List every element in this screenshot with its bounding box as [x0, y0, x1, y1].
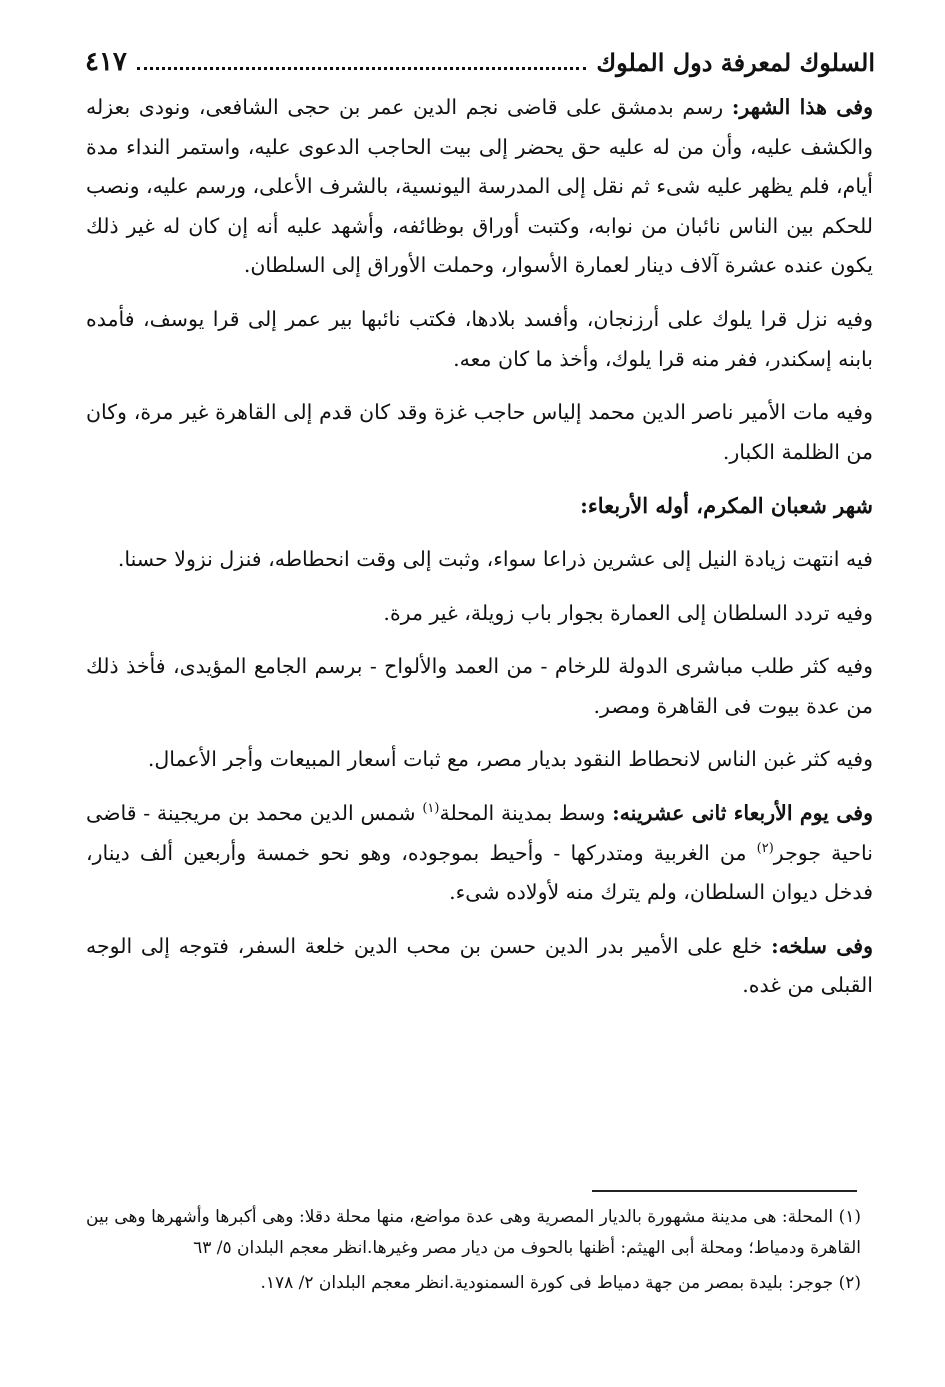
- paragraph-text: خلع على الأمير بدر الدين حسن بن محب الدين خلعة السفر، فتوجه إلى الوجه القبلى من غده.: [86, 933, 873, 998]
- paragraph-text: وسط بمدينة المحلة: [439, 800, 613, 825]
- paragraph-lead: وفى سلخه:: [771, 933, 873, 958]
- paragraph-wednesday: [86, 794, 873, 913]
- paragraph-text: وفيه تردد السلطان إلى العمارة بجوار باب زويلة، غير مرة.: [383, 600, 873, 625]
- header-dot-leader: [137, 67, 586, 70]
- paragraph-text: شمس الدين محمد بن مريجينة - قاضى ناحية جوجر: [86, 800, 873, 865]
- book-title: السلوك لمعرفة دول الملوك: [596, 47, 875, 77]
- footnote-separator: [592, 1190, 857, 1192]
- footnote-1: (١) المحلة: هى مدينة مشهورة بالديار المصرية وهى عدة مواضع، منها محلة دقلا: وهى أكبرها وأشهرها وهى بين القاهرة ودمياط؛ ومحلة أبى الهيثم: أظنها بالحوف من ديار مصر وغيرها.انظر معجم البلدان ٥/ ٦٣: [86, 1207, 861, 1258]
- paragraph-text: وفيه كثر غبن الناس لانحطاط النقود بديار مصر، مع ثبات أسعار المبيعات وأجر الأعمال.: [147, 747, 873, 772]
- section-heading-shaban: شهر شعبان المكرم، أوله الأربعاء:: [580, 493, 873, 519]
- footnotes: [86, 1202, 861, 1303]
- paragraph-nile: [86, 540, 873, 580]
- page-number: ٤١٧: [85, 47, 127, 77]
- paragraph-lead: وفى يوم الأربعاء ثانى عشرينه:: [612, 800, 873, 825]
- main-text: [86, 88, 873, 1020]
- paragraph-emir-death: [86, 393, 873, 472]
- paragraph-qara-yuluk: [86, 300, 873, 379]
- footnote-ref-2: (٢): [756, 840, 774, 856]
- paragraph-text: فيه انتهت زيادة النيل إلى عشرين ذراعا سواء، وثبت إلى وقت انحطاطه، فنزل نزولا حسنا.: [117, 546, 873, 571]
- paragraph-text: من الغربية ومتدركها - وأحيط بموجوده، وهو نحو خمسة وأربعين ألف دينار، فدخل ديوان السلطان، ولم يترك منه لأولاده شىء.: [86, 840, 873, 905]
- paragraph-lead: وفى هذا الشهر:: [731, 95, 873, 119]
- paragraph-month-end: [86, 927, 873, 1006]
- footnote-2: (٢) جوجر: بليدة بمصر من جهة دمياط فى كورة السمنودية.انظر معجم البلدان ٢/ ١٧٨.: [260, 1273, 861, 1293]
- paragraph-text: وفيه مات الأمير ناصر الدين محمد إلياس حاجب غزة وقد كان قدم إلى القاهرة غير مرة، وكان من الظلمة الكبار.: [86, 400, 873, 464]
- paragraph-text: وفيه نزل قرا يلوك على أرزنجان، وأفسد بلادها، فكتب نائبها بير عمر إلى قرا يوسف، فأمده بابنه إسكندر، ففر منه قرا يلوك، وأخذ ما كان معه.: [86, 306, 873, 371]
- paragraph-this-month: [86, 88, 873, 286]
- paragraph-marble: [86, 647, 873, 726]
- footnote-ref-1: (١): [422, 801, 440, 817]
- paragraph-prices: [86, 740, 873, 780]
- paragraph-text: وفيه كثر طلب مباشرى الدولة للرخام - من العمد والألواح - برسم الجامع المؤيدى، فأخذ ذلك من عدة بيوت فى القاهرة ومصر.: [86, 654, 873, 718]
- paragraph-text: رسم بدمشق على قاضى نجم الدين عمر بن حجى الشافعى، ونودى بعزله والكشف عليه، وأن من له عليه حق يحضر إلى بيت الحاجب الدعوى عليه، واستمر النداء مدة أيام، فلم يظهر عليه شىء ثم نقل إلى المدرسة اليونسية، بالشرف الأعلى، ورسم عليه، ونصب للحكم بين الناس نائبان من نوابه، وكتبت أوراق بوظائفه، وأشهد عليه أنه إن كان له غير ذلك يكون عنده عشرة آلاف دينار لعمارة الأسوار، وحملت الأوراق إلى السلطان.: [86, 95, 873, 278]
- paragraph-sultan-visit: [86, 594, 873, 634]
- running-header: [85, 40, 875, 84]
